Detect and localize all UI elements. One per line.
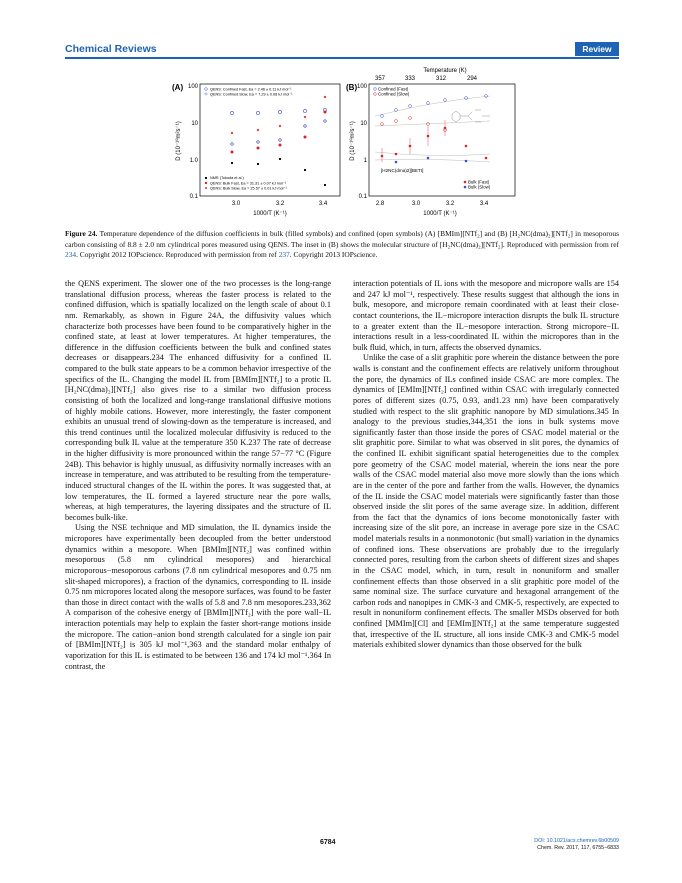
data-point bbox=[395, 153, 398, 156]
legend-marker bbox=[205, 182, 207, 184]
panel-a-ytick: 1.0 bbox=[189, 158, 198, 164]
data-point bbox=[304, 169, 306, 171]
caption-text: . Copyright 2012 IOPscience. Reproduced with permission from ref bbox=[76, 250, 279, 260]
caption-text: Temperature dependence of the diffusion coefficients in bulk (filled symbols) and confined (open symbols) (A) [BMIm][NTf₂] and (B) [H₂NC(dma)₂][NTf₂] in mesoporous carbon consisting of 8.8 ± 2.0 nm cylindrical pores measured using QENS. The inset in (B) shows the molecular structure of [H₂NC(dma)₂][NTf₂]. Reproduced with permission from ref bbox=[65, 229, 619, 249]
data-point bbox=[304, 136, 307, 139]
panel-b-legend-item: Confined (Slow) bbox=[378, 91, 410, 97]
legend-marker bbox=[464, 186, 467, 189]
panel-b-ytick: 1 bbox=[363, 158, 367, 164]
data-point bbox=[324, 96, 327, 99]
data-point bbox=[395, 120, 398, 123]
caption-text: . Copyright 2013 IOPscience. bbox=[289, 250, 378, 260]
data-point bbox=[409, 105, 412, 108]
panel-b-xtick: 3.0 bbox=[411, 201, 421, 207]
data-point bbox=[427, 123, 430, 126]
data-point bbox=[324, 111, 327, 114]
legend-marker bbox=[205, 177, 207, 179]
panel-a-legend-item: QENS: Bulk Slow, Ea = 25.57 ± 0.01 kJ mol⁻¹ bbox=[210, 186, 287, 191]
data-point bbox=[257, 129, 260, 132]
legend-marker bbox=[205, 93, 208, 96]
section-badge: Review bbox=[575, 42, 619, 56]
panel-b-legend-item: Bulk (Fast) bbox=[468, 179, 490, 185]
data-point bbox=[381, 123, 384, 126]
panel-b-xtick: 2.8 bbox=[375, 201, 385, 207]
panel-a-xtick: 3.2 bbox=[275, 201, 285, 207]
journal-title: Chemical Reviews bbox=[65, 43, 157, 55]
data-point bbox=[230, 111, 233, 114]
panel-b-markers bbox=[381, 95, 488, 164]
data-point bbox=[323, 119, 326, 122]
data-point bbox=[278, 138, 281, 141]
panel-b-top-tick: 333 bbox=[404, 76, 416, 82]
panel-b-top-tick: 312 bbox=[435, 76, 447, 82]
data-point bbox=[279, 158, 281, 160]
panel-b-legend-item: Bulk (Slow) bbox=[468, 184, 491, 190]
panel-a-xlabel: 1000/T (K⁻¹) bbox=[253, 211, 287, 217]
legend-marker bbox=[374, 93, 377, 96]
panel-b-ylabel: D (10⁻¹⁰m²s⁻¹) bbox=[350, 121, 356, 161]
legend-marker bbox=[205, 88, 208, 91]
data-point bbox=[395, 161, 398, 164]
paragraph: interaction potentials of IL ions with the mesopore and micropore walls are 154 and 247 kJ mol⁻¹, respectively. These results suggest that although the ions in bulk, mesopore, and micropore remain coordinated with at least their close-contact counterions, the IL−micropore interaction disrupts the bulk IL structure to a greater extent than the IL−mesopore interaction. Strong micropore−IL interactions result in a less-coordinated IL within the micropores than in the bulk fluid, which, in turn, affects the observed dynamics. bbox=[353, 279, 619, 352]
doi-block bbox=[534, 838, 619, 852]
data-point bbox=[279, 144, 282, 147]
panel-b-xlabel: 1000/T (K⁻¹) bbox=[423, 211, 457, 217]
data-point bbox=[465, 97, 468, 100]
left-column bbox=[65, 279, 331, 672]
bonds bbox=[460, 110, 490, 122]
legend-marker bbox=[464, 181, 467, 184]
data-point bbox=[256, 140, 259, 143]
legend-marker bbox=[374, 88, 377, 91]
trend-line bbox=[375, 152, 490, 156]
paragraph: Using the NSE technique and MD simulation, the IL dynamics inside the micropores have experimentally been decoupled from the better understood dynamics within a mesopore. When [BMIm][NTf₂] was confined within mesoporous (5.8 nm cylindrical mesopores) and hierarchical microporous−mesoporous carbons (7.8 nm cylindrical mesopores and 0.75 nm slit-shaped micropores), a fraction of the dynamics, corresponding to IL inside 0.75 nm micropores located along the mesopore surfaces, was found to be faster than those in direct contact with the walls of 5.8 and 7.8 nm mesopores.233,362 A comparison of the cohesive energy of [BMIm][NTf₂] with the pore wall−IL interaction potentials may help to explain the faster short-range motions inside the micropore. The cation−anion bond strength calculated for a single ion pair of [BMIm][NTf₂] is 305 kJ mol⁻¹,363 and the standard molar enthalpy of vaporization for this IL is estimated to be between 136 and 174 kJ mol⁻¹.364 In contrast, the bbox=[65, 523, 331, 671]
data-point bbox=[465, 160, 468, 163]
panel-b-ytick: 100 bbox=[356, 84, 367, 90]
caption-ref-link[interactable]: 234 bbox=[65, 250, 77, 260]
data-point bbox=[230, 142, 233, 145]
panel-a-markers bbox=[230, 96, 326, 186]
panel-a-ytick: 0.1 bbox=[189, 194, 198, 200]
panel-b-ytick: 0.1 bbox=[358, 194, 367, 200]
data-point bbox=[324, 184, 326, 186]
panel-b-ytick: 10 bbox=[360, 121, 367, 127]
panel-a-xtick: 3.4 bbox=[318, 201, 328, 207]
data-point bbox=[465, 145, 468, 148]
header-rule bbox=[65, 57, 619, 59]
data-point bbox=[231, 151, 234, 154]
data-point bbox=[278, 110, 281, 113]
data-point bbox=[231, 132, 234, 135]
data-point bbox=[279, 125, 282, 128]
trend-line bbox=[375, 121, 490, 126]
panel-b-annotation: [H2NC(dma)2][BETI] bbox=[381, 168, 424, 173]
data-point bbox=[303, 109, 306, 112]
data-point bbox=[381, 115, 384, 118]
panel-a-ytick: 10 bbox=[191, 121, 198, 127]
panel-a-legend-item: NMR (Tokuda et al.) bbox=[210, 176, 244, 180]
panel-a-legend-item: QENS: Confined Fast, Ea = 2.46 ± 0.11 kJ mol⁻¹ bbox=[210, 87, 292, 92]
panel-a-legend-item: QENS: Confined Slow, Ea = 7.29 ± 0.08 kJ mol⁻¹ bbox=[210, 92, 293, 97]
citation: Chem. Rev. 2017, 117, 6755−6833 bbox=[537, 845, 619, 851]
data-point bbox=[427, 157, 430, 160]
data-point bbox=[257, 147, 260, 150]
page-number: 6784 bbox=[320, 839, 336, 846]
data-point bbox=[409, 117, 412, 120]
data-point bbox=[444, 99, 447, 102]
data-point bbox=[485, 157, 488, 160]
panel-b-trend-lines bbox=[375, 96, 490, 162]
paragraph: the QENS experiment. The slower one of the two processes is the long-range translational diffusion process, whereas the faster process is related to the confined diffusion, which is spatially localized on the length scale of about 0.1 nm. Remarkably, as shown in Figure 24A, the diffusivity values which characterize both processes have been found to be comparatively higher in the confined state, at least at lower temperatures. At higher temperatures, the difference in the diffusion coefficients between the bulk and confined states decreases or disappears.234 The enhanced diffusivity for a confined IL compared to the bulk state appears to be a common behavior irrespective of the specifics of the IL. Changing the model IL from [BMIm][NTf₂] to a protic IL [H₂NC(dma)₂][NTf₂] also gives rise to a similar two diffusion process consisting of both the localized and long-range translational diffusive motions of highly mobile cations. However, more interestingly, the faster component exhibits an unusual trend of slowing-down as the temperature is increased, and this trend continues until the localized molecular diffusivity is reduced to the corresponding bulk IL value at the temperature 350 K.237 The rate of decrease in the higher diffusivity is more pronounced within the range 57−77 °C (Figure 24B). This behavior is highly unusual, as diffusivity normally increases with an increase in temperature, and was attributed to be resulting from the temperature-induced structural changes of the IL within the pores. It was suggested that, at low temperatures, the IL formed a layered structure near the pore walls, whereas, at high temperatures, the layering dissipates and the structure of IL becomes bulk-like. bbox=[65, 279, 331, 522]
panel-a-ylabel: D (10⁻¹⁰m²s⁻¹) bbox=[176, 121, 182, 161]
panel-b-frame bbox=[369, 84, 515, 196]
data-point bbox=[427, 102, 430, 105]
panel-a-ytick: 100 bbox=[187, 84, 198, 90]
panel-b-xtick: 3.2 bbox=[445, 201, 455, 207]
caption-ref-link[interactable]: 237 bbox=[278, 250, 290, 260]
panel-a bbox=[172, 83, 340, 217]
data-point bbox=[257, 163, 259, 165]
panel-b-top-tick: 357 bbox=[374, 76, 386, 82]
panel-b-xtick: 3.4 bbox=[479, 201, 489, 207]
data-point bbox=[304, 116, 307, 119]
trend-line bbox=[375, 159, 490, 162]
data-point bbox=[231, 162, 233, 164]
figure-24 bbox=[170, 66, 530, 226]
data-point bbox=[485, 95, 488, 98]
caption-label: Figure 24. bbox=[65, 229, 98, 238]
molecule-inset bbox=[452, 110, 490, 122]
data-point bbox=[303, 124, 306, 127]
right-column bbox=[353, 279, 619, 651]
data-point bbox=[256, 111, 259, 114]
doi-link[interactable]: DOI: 10.1021/acs.chemrev.6b00509 bbox=[534, 838, 619, 844]
panel-b bbox=[346, 68, 515, 217]
ring bbox=[452, 111, 460, 122]
panel-b-label: (B) bbox=[346, 83, 358, 92]
panel-b-top-tick: 294 bbox=[466, 76, 478, 82]
paragraph: Unlike the case of a slit graphitic pore wherein the distance between the pore walls is constant and the confinement effects are relatively uniform throughout the pore, the dynamics of ILs confined inside CSAC are more complex. The dynamics of [EMIm][NTf₂] confined within CSAC with irregularly connected pores of different sizes (0.75, 0.93, and1.23 nm) have been comparatively studied with respect to the slit graphitic nanopore by MD simulations.345 In analogy to the previous studies,344,351 the ions in bulk systems move significantly faster than those inside the pores of CSAC model material or the slit graphitic pore. Similar to what was observed in slit pores, the dynamics of the confined IL exhibit significant spatial heterogeneities due to the complex pore geometry of the CSAC model material, wherein the ions near the pore walls of the CSAC model material also move more slowly than the ions which are in the center of the pore and farther from the walls. However, the dynamics of the IL inside the CSAC model materials were significantly faster than those observed inside the slit pores of the same average size. In addition, different from the fact that the dynamics of ions become monotonically faster with increasing size of the slit pore, an increase in average pore size in the CSAC model materials results in a nonmonotonic (but small) variation in the dynamics of confined ions. These observations are probably due to the irregularly connected pores, resulting from the carbon sheets of different sizes and shapes in the CSAC model, which, in turn, result in nonuniform and smaller confinement effects than those observed in a slit graphitic pore model of the same nominal size. The surface curvature and hexagonal arrangement of the carbon rods and nanopipes in CMK-3 and CMK-5, respectively, are expected to result in nonuniform confinement effects. The smaller MSDs observed for both confined [MMIm][Cl] and [EMIm][NTf₂] at the same temperature suggested that, irrespective of the IL structure, all ions inside CMK-3 and CMK-5 model materials exhibited slower dynamics than those observed for the bulk bbox=[353, 353, 619, 650]
panel-b-top-axis-label: Temperature (K) bbox=[423, 68, 467, 74]
figure-caption bbox=[65, 229, 619, 261]
panel-a-label: (A) bbox=[172, 83, 184, 92]
trend-line bbox=[375, 96, 490, 116]
panel-b-legend-item: Confined (Fast) bbox=[378, 86, 409, 92]
panel-a-legend-item: QENS: Bulk Fast, Ea = 31.31 ± 0.07 kJ mol⁻¹ bbox=[210, 181, 287, 186]
legend-marker bbox=[205, 187, 207, 189]
panel-a-xtick: 3.0 bbox=[231, 201, 241, 207]
